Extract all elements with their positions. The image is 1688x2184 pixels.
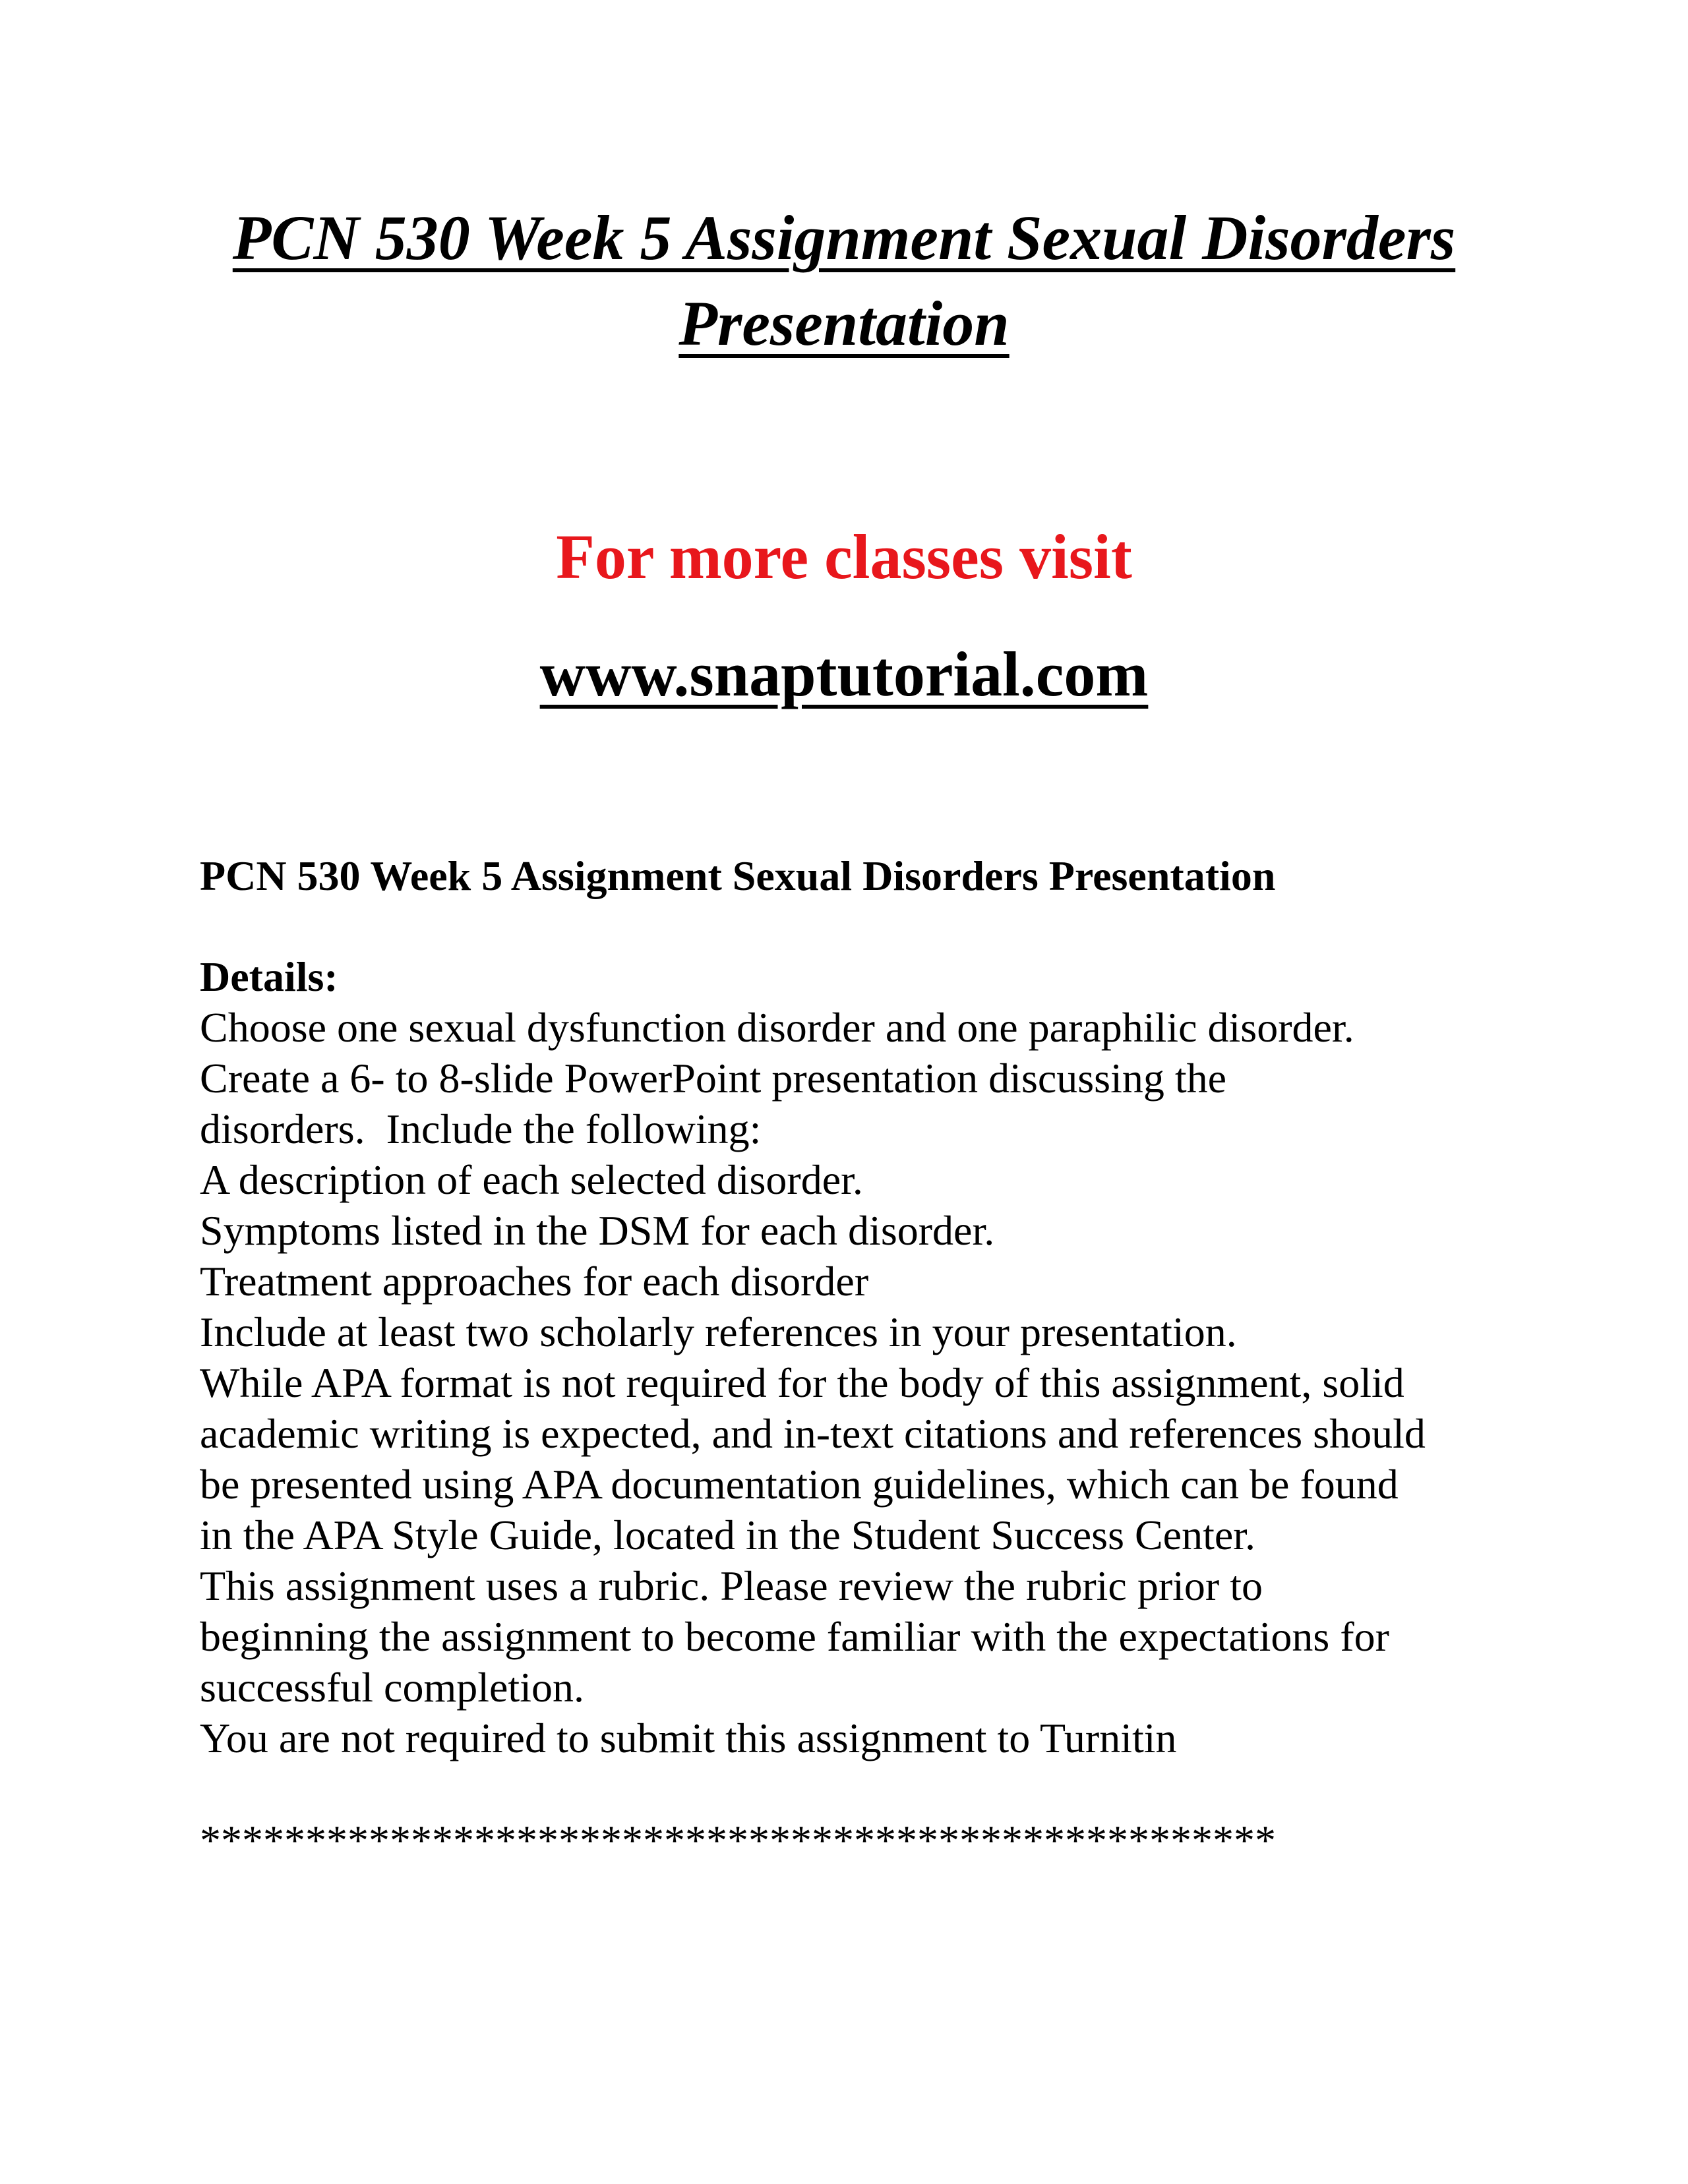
assignment-subheading: PCN 530 Week 5 Assignment Sexual Disorders Presentation [200,852,1276,899]
body-line: While APA format is not required for the body of this assignment, solid [200,1359,1404,1406]
body-line: Create a 6- to 8-slide PowerPoint presentation discussing the [200,1055,1227,1102]
body-line: successful completion. [200,1664,584,1711]
body-line: Choose one sexual dysfunction disorder and one paraphilic disorder. [200,1004,1354,1051]
assignment-body [200,850,1519,1866]
details-label: Details: [200,953,338,1000]
body-line: Symptoms listed in the DSM for each disorder. [200,1207,995,1254]
separator-line: *************************************************** [200,1817,1276,1864]
body-line: You are not required to submit this assignment to Turnitin [200,1715,1177,1761]
website-link-text[interactable]: www.snaptutorial.com [539,639,1149,709]
body-line: academic writing is expected, and in-text citations and references should [200,1410,1426,1457]
website-link[interactable] [0,632,1688,717]
body-line: Include at least two scholarly references in your presentation. [200,1309,1237,1355]
document-title [0,195,1688,367]
body-line: A description of each selected disorder. [200,1156,863,1203]
body-line: disorders. Include the following: [200,1106,762,1152]
body-line: This assignment uses a rubric. Please review the rubric prior to [200,1562,1263,1609]
title-line-2: Presentation [678,288,1010,359]
body-line: in the APA Style Guide, located in the Student Success Center. [200,1512,1256,1558]
body-line: Treatment approaches for each disorder [200,1258,869,1305]
promo-text: For more classes visit [556,521,1132,592]
title-line-1: PCN 530 Week 5 Assignment Sexual Disorders [232,202,1456,273]
body-line: be presented using APA documentation guidelines, which can be found [200,1461,1399,1508]
body-line: beginning the assignment to become familiar with the expectations for [200,1613,1389,1660]
